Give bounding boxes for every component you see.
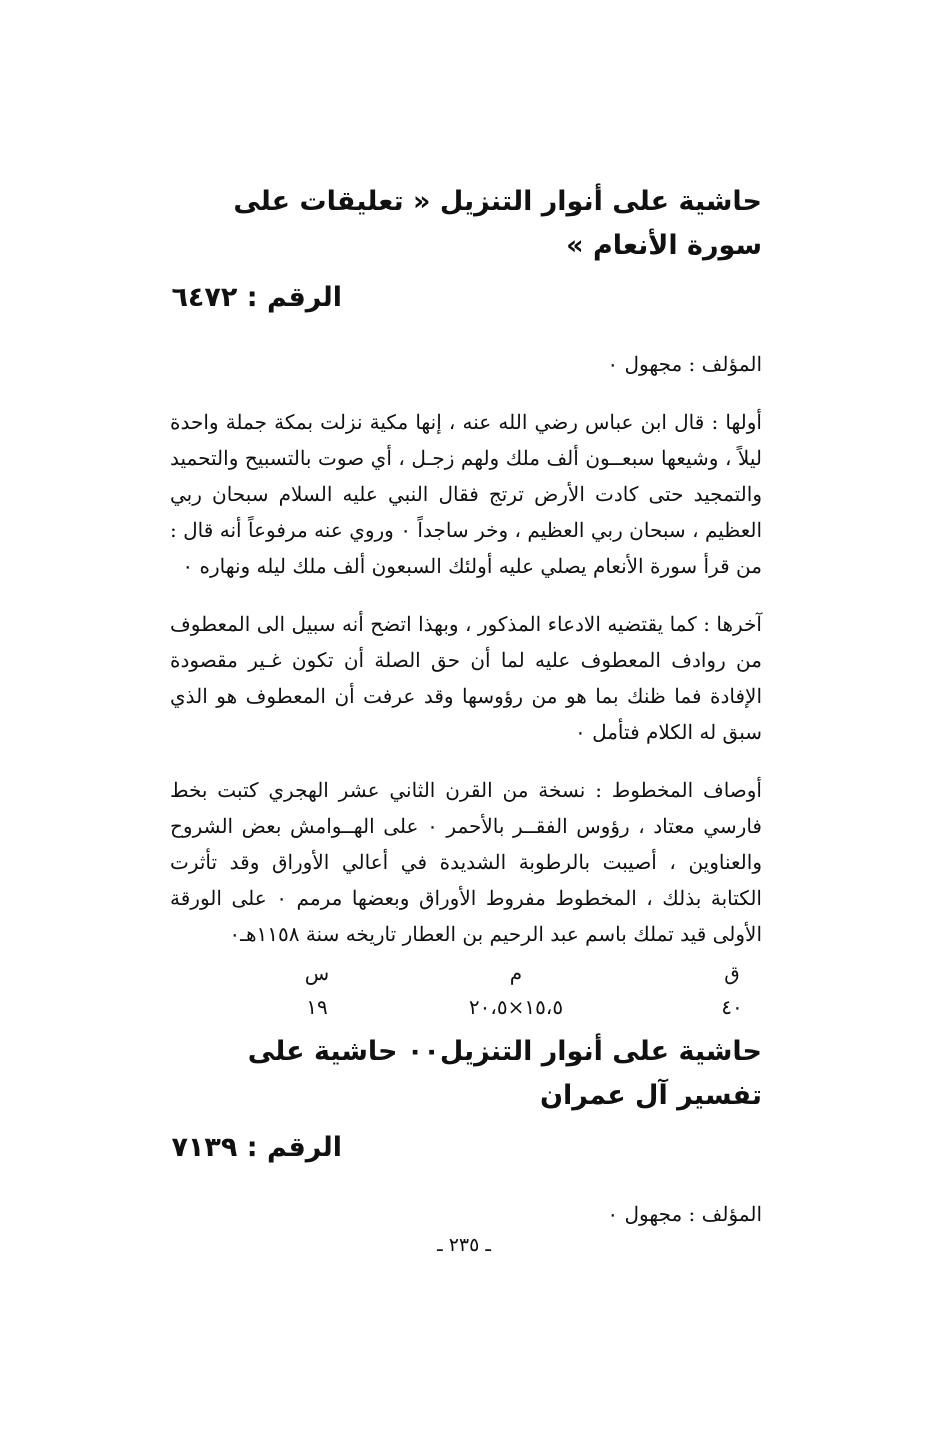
entry-author: المؤلف : مجهول ٠ [607, 1202, 762, 1226]
folio-count-value: ٤٠ [721, 995, 743, 1019]
entry-description: أوصاف المخطوط : نسخة من القرن الثاني عشر الهجري كتبت بخط فارسي معتاد ، رؤوس الفقــر بالأحمر ٠ على الهــوامش بعض الشروح والعناوين ، أصيبت بالرطوبة الشديدة في أعالي الأوراق وقد تأثرت الكتابة بذلك ، المخطوط مفروط الأوراق وبعضها مرمم ٠ على الورقة الأولى قيد تملك باسم عبد الرحيم بن العطار تاريخه سنة ١١٥٨هـ٠ [170, 778, 762, 946]
line-count-value: ١٩ [306, 995, 328, 1019]
page-number: ـ ٢٣٥ ـ [437, 1234, 491, 1256]
folio-count-label: ق [724, 961, 740, 985]
catalog-page [170, 180, 762, 1232]
dimensions [436, 956, 596, 1024]
entry-physical-stats [170, 956, 762, 1028]
entry-last-text: آخرها : كما يقتضيه الادعاء المذكور ، وبهذا اتضح أنه سبيل الى المعطوف من روادف المعطوف عليه لما أن حق الصلة أن تكون غـير مقصودة الإفادة فما ظنك بما هو من رؤوسها وقد عرفت أن المعطوف هو الذي سبق له الكلام فتأمل ٠ [170, 612, 762, 744]
dimensions-value: ١٥،٥×٢٠،٥ [468, 995, 564, 1019]
entry-first-text: أولها : قال ابن عباس رضي الله عنه ، إنها مكية نزلت بمكة جملة واحدة ليلاً ، وشيعها سبعــون ألف ملك ولهم زجـل ، أي صوت بالتسبيح والتحميد والتمجيد حتى كادت الأرض ترتج فقال النبي عليه السلام سبحان ربي العظيم ، سبحان ربي العظيم ، وخر ساجداً ٠ وروي عنه مرفوعاً أنه قال : من قرأ سورة الأنعام يصلي عليه أولئك السبعون ألف ملك ليله ونهاره ٠ [170, 410, 762, 578]
entry-title: حاشية على أنوار التنزيل « تعليقات على سورة الأنعام » [233, 186, 762, 261]
dimensions-label: م [509, 961, 523, 985]
manuscript-entry [170, 180, 762, 1028]
folio-count [652, 956, 812, 1024]
line-count-label: س [304, 961, 330, 985]
manuscript-entry [170, 1030, 762, 1232]
entry-title: حاشية على أنوار التنزيل٠٠ حاشية على تفسير آل عمران [247, 1036, 762, 1111]
entry-number: الرقم : ٧١٣٩ [171, 1132, 342, 1163]
entry-number: الرقم : ٦٤٧٢ [171, 282, 342, 313]
line-count [237, 956, 397, 1024]
entry-author: المؤلف : مجهول ٠ [607, 352, 762, 376]
